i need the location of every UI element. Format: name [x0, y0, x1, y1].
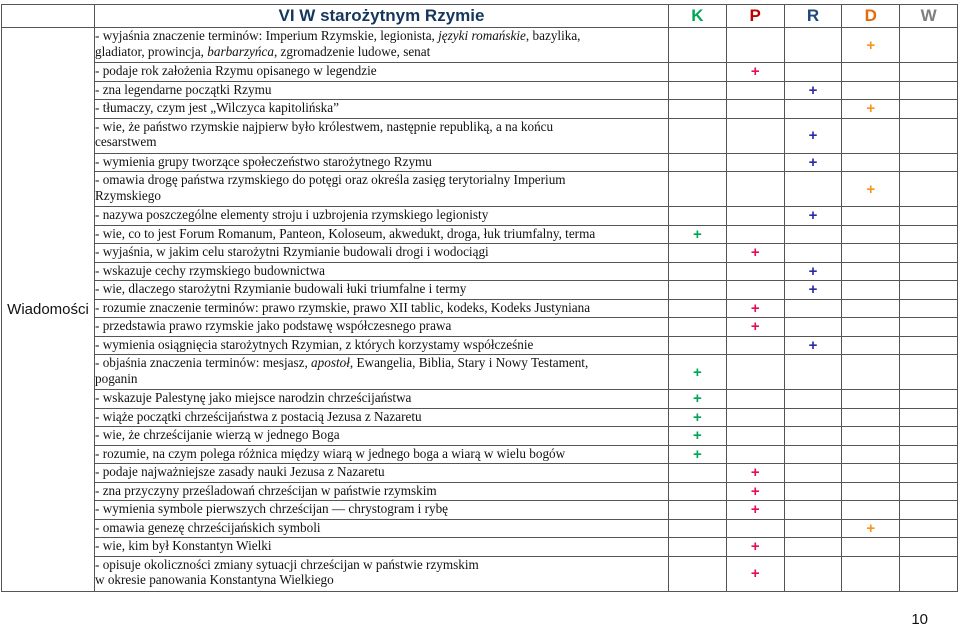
requirement-text: [95, 118, 669, 153]
requirement-line: - wyjaśnia, w jakim celu starożytni Rzymianie budowali drogi i wodociągi: [95, 244, 489, 259]
table-row: [2, 225, 958, 244]
requirement-text: [95, 225, 669, 244]
requirement-line: - wiąże początki chrześcijaństwa z postacią Jezusa z Nazaretu: [95, 408, 422, 424]
header-empty-cell: [2, 5, 95, 28]
level-cell-d: [842, 445, 900, 464]
level-cell-w: [900, 482, 958, 501]
level-cell-p: [726, 318, 784, 337]
level-cell-p: [726, 519, 784, 538]
level-cell-r: [784, 81, 842, 100]
requirement-line: - opisuje okoliczności zmiany sytuacji chrześcijan w państwie rzymskim: [95, 556, 479, 572]
level-cell-d: [842, 100, 900, 119]
level-cell-d: [842, 207, 900, 226]
plus-mark: +: [693, 363, 702, 381]
plus-mark: +: [866, 519, 876, 537]
level-cell-d: [842, 355, 900, 390]
requirement-line: poganin: [95, 370, 138, 386]
table-row: [2, 519, 958, 538]
level-header-r: R: [784, 5, 842, 28]
requirement-line: - omawia genezę chrześcijańskich symboli: [95, 519, 321, 535]
table-row: [2, 408, 958, 427]
level-cell-w: [900, 28, 958, 63]
level-cell-r: [784, 445, 842, 464]
requirement-line: - wymienia osiągnięcia starożytnych Rzymian, z których korzystamy współcześnie: [95, 336, 534, 352]
level-cell-r: [784, 225, 842, 244]
level-cell-p: [726, 207, 784, 226]
plus-mark: +: [808, 336, 818, 354]
table-row: [2, 118, 958, 153]
level-cell-p: [726, 244, 784, 263]
level-cell-d: [842, 427, 900, 446]
level-cell-p: [726, 63, 784, 82]
level-cell-w: [900, 207, 958, 226]
requirement-line: - wie, dlaczego starożytni Rzymianie budowali łuki triumfalne i termy: [95, 281, 467, 296]
requirement-text: [95, 482, 669, 501]
level-cell-d: [842, 81, 900, 100]
level-header-p: P: [726, 5, 784, 28]
level-cell-k: [669, 153, 727, 172]
requirement-text: [95, 318, 669, 337]
requirement-text: [95, 172, 669, 207]
level-header-k: K: [669, 5, 727, 28]
requirement-line: - wie, co to jest Forum Romanum, Panteon, Koloseum, akwedukt, droga, łuk triumfalny, terma: [95, 225, 596, 241]
level-cell-k: [669, 445, 727, 464]
requirement-text: [95, 63, 669, 82]
level-cell-d: [842, 299, 900, 318]
level-cell-k: [669, 408, 727, 427]
plus-mark: +: [808, 207, 818, 225]
requirement-line: - wskazuje Palestynę jako miejsce narodzin chrześcijaństwa: [95, 390, 412, 405]
table-row: [2, 318, 958, 337]
level-cell-w: [900, 355, 958, 390]
plus-mark: +: [866, 180, 876, 198]
plus-mark: +: [866, 36, 876, 54]
level-cell-w: [900, 244, 958, 263]
level-cell-d: [842, 225, 900, 244]
level-cell-r: [784, 28, 842, 63]
level-cell-d: [842, 538, 900, 557]
requirement-text: [95, 336, 669, 355]
page-number: 10: [911, 611, 928, 628]
level-cell-k: [669, 501, 727, 520]
level-cell-r: [784, 464, 842, 483]
table-row: [2, 336, 958, 355]
requirement-text: [95, 28, 669, 63]
requirement-text: [95, 445, 669, 464]
requirement-text: [95, 501, 669, 520]
plus-mark: +: [750, 63, 760, 81]
level-cell-w: [900, 63, 958, 82]
level-cell-r: [784, 519, 842, 538]
requirement-text: [95, 519, 669, 538]
level-cell-r: [784, 281, 842, 300]
level-cell-k: [669, 464, 727, 483]
level-cell-w: [900, 262, 958, 281]
requirement-text: [95, 281, 669, 300]
level-cell-d: [842, 408, 900, 427]
plus-mark: +: [693, 427, 702, 445]
requirement-line: - przedstawia prawo rzymskie jako podstawę współczesnego prawa: [95, 318, 452, 333]
plus-mark: +: [693, 445, 702, 463]
requirement-text: [95, 244, 669, 263]
level-cell-d: [842, 390, 900, 409]
level-cell-p: [726, 390, 784, 409]
level-cell-p: [726, 225, 784, 244]
level-cell-r: [784, 318, 842, 337]
table-row: [2, 262, 958, 281]
level-cell-k: [669, 390, 727, 409]
requirement-text: [95, 207, 669, 226]
level-cell-w: [900, 538, 958, 557]
level-cell-p: [726, 482, 784, 501]
table-row: [2, 464, 958, 483]
level-cell-p: [726, 355, 784, 390]
plus-mark: +: [808, 127, 818, 144]
level-cell-p: [726, 336, 784, 355]
table-row: [2, 81, 958, 100]
requirement-line: cesarstwem: [95, 134, 157, 149]
level-cell-k: [669, 482, 727, 501]
section-title: VI W starożytnym Rzymie: [95, 5, 669, 28]
level-cell-w: [900, 408, 958, 427]
level-cell-k: [669, 538, 727, 557]
level-cell-r: [784, 207, 842, 226]
level-cell-p: [726, 172, 784, 207]
level-cell-k: [669, 28, 727, 63]
requirement-text: [95, 262, 669, 281]
level-cell-k: [669, 299, 727, 318]
header-row: [2, 5, 958, 28]
level-cell-w: [900, 299, 958, 318]
table-row: [2, 207, 958, 226]
level-cell-k: [669, 81, 727, 100]
level-cell-d: [842, 318, 900, 337]
level-cell-d: [842, 118, 900, 153]
level-cell-r: [784, 355, 842, 390]
level-cell-r: [784, 427, 842, 446]
level-header-d: D: [842, 5, 900, 28]
requirement-line: - tłumaczy, czym jest „Wilczyca kapitolińska”: [95, 100, 339, 115]
level-cell-k: [669, 225, 727, 244]
plus-mark: +: [750, 464, 760, 482]
level-cell-p: [726, 501, 784, 520]
level-cell-k: [669, 244, 727, 263]
level-cell-k: [669, 355, 727, 390]
level-cell-d: [842, 556, 900, 591]
requirement-line: - wymienia grupy tworzące społeczeństwo starożytnego Rzymu: [95, 153, 432, 169]
requirement-line: - wie, że państwo rzymskie najpierw było królestwem, następnie republiką, a na końcu: [95, 118, 554, 134]
level-cell-p: [726, 281, 784, 300]
plus-mark: +: [693, 408, 702, 426]
requirement-text: [95, 464, 669, 483]
level-cell-d: [842, 482, 900, 501]
requirement-line: - nazywa poszczególne elementy stroju i uzbrojenia rzymskiego legionisty: [95, 207, 489, 222]
level-cell-d: [842, 153, 900, 172]
table-row: [2, 63, 958, 82]
requirement-line: - podaje rok założenia Rzymu opisanego w legendzie: [95, 63, 377, 78]
plus-mark: +: [750, 501, 760, 519]
level-cell-w: [900, 81, 958, 100]
requirements-table: [1, 4, 958, 592]
level-cell-k: [669, 207, 727, 226]
level-cell-w: [900, 318, 958, 337]
level-cell-k: [669, 63, 727, 82]
plus-mark: +: [750, 482, 760, 500]
requirement-line: - wskazuje cechy rzymskiego budownictwa: [95, 262, 325, 278]
level-cell-p: [726, 262, 784, 281]
requirement-line: - wyjaśnia znaczenie terminów: Imperium Rzymskie, legionista, języki romańskie, bazylika,: [95, 28, 581, 43]
level-cell-k: [669, 262, 727, 281]
level-cell-p: [726, 427, 784, 446]
level-cell-r: [784, 63, 842, 82]
table-row: [2, 281, 958, 300]
level-cell-r: [784, 100, 842, 119]
level-cell-w: [900, 225, 958, 244]
table-row: [2, 556, 958, 591]
plus-mark: +: [750, 299, 760, 317]
level-cell-d: [842, 244, 900, 263]
level-cell-w: [900, 118, 958, 153]
level-cell-d: [842, 262, 900, 281]
level-cell-d: [842, 464, 900, 483]
level-cell-r: [784, 556, 842, 591]
level-cell-k: [669, 172, 727, 207]
requirement-text: [95, 556, 669, 591]
requirement-text: [95, 153, 669, 172]
level-cell-r: [784, 390, 842, 409]
requirement-line: - wie, kim był Konstantyn Wielki: [95, 538, 272, 553]
plus-mark: +: [866, 100, 876, 118]
level-cell-w: [900, 556, 958, 591]
table-row: [2, 390, 958, 409]
level-cell-p: [726, 556, 784, 591]
level-cell-r: [784, 172, 842, 207]
level-cell-k: [669, 556, 727, 591]
table-row: [2, 244, 958, 263]
table-row: [2, 299, 958, 318]
level-cell-p: [726, 408, 784, 427]
requirement-line: gladiator, prowincja, barbarzyńca, zgromadzenie ludowe, senat: [95, 43, 431, 59]
level-cell-w: [900, 427, 958, 446]
requirement-line: Rzymskiego: [95, 187, 161, 203]
level-cell-w: [900, 153, 958, 172]
level-cell-w: [900, 445, 958, 464]
level-cell-p: [726, 464, 784, 483]
level-cell-r: [784, 336, 842, 355]
requirement-text: [95, 390, 669, 409]
level-cell-w: [900, 281, 958, 300]
requirement-text: [95, 408, 669, 427]
level-cell-r: [784, 538, 842, 557]
level-cell-p: [726, 445, 784, 464]
level-cell-p: [726, 153, 784, 172]
level-cell-r: [784, 262, 842, 281]
level-cell-d: [842, 63, 900, 82]
level-cell-w: [900, 336, 958, 355]
level-cell-k: [669, 519, 727, 538]
level-cell-w: [900, 100, 958, 119]
level-cell-k: [669, 336, 727, 355]
plus-mark: +: [808, 81, 818, 99]
requirement-line: - rozumie, na czym polega różnica między wiarą w jednego boga a wiarą w wielu bogów: [95, 445, 566, 461]
requirement-text: [95, 299, 669, 318]
level-cell-r: [784, 244, 842, 263]
level-cell-d: [842, 28, 900, 63]
requirement-text: [95, 538, 669, 557]
level-cell-r: [784, 501, 842, 520]
plus-mark: +: [750, 538, 760, 556]
requirement-line: - zna legendarne początki Rzymu: [95, 81, 272, 97]
plus-mark: +: [693, 225, 702, 243]
level-cell-d: [842, 519, 900, 538]
table-row: [2, 100, 958, 119]
table-row: [2, 28, 958, 63]
level-cell-r: [784, 408, 842, 427]
level-cell-w: [900, 464, 958, 483]
requirement-line: - podaje najważniejsze zasady nauki Jezusa z Nazaretu: [95, 464, 385, 479]
level-cell-d: [842, 172, 900, 207]
requirement-line: - omawia drogę państwa rzymskiego do potęgi oraz określa zasięg terytorialny Imperium: [95, 172, 566, 187]
table-row: [2, 445, 958, 464]
requirement-text: [95, 355, 669, 390]
plus-mark: +: [750, 565, 760, 582]
requirement-text: [95, 100, 669, 119]
table-row: [2, 153, 958, 172]
level-cell-p: [726, 538, 784, 557]
requirement-line: - objaśnia znaczenia terminów: mesjasz, apostoł, Ewangelia, Biblia, Stary i Nowy Testament,: [95, 355, 589, 370]
level-cell-p: [726, 118, 784, 153]
level-cell-w: [900, 390, 958, 409]
level-cell-d: [842, 336, 900, 355]
requirement-line: - zna przyczyny prześladowań chrześcijan w państwie rzymskim: [95, 482, 437, 498]
level-cell-p: [726, 299, 784, 318]
requirement-line: w okresie panowania Konstantyna Wielkiego: [95, 572, 334, 587]
level-cell-p: [726, 100, 784, 119]
level-cell-p: [726, 28, 784, 63]
requirement-text: [95, 427, 669, 446]
level-cell-r: [784, 153, 842, 172]
requirement-line: - rozumie znaczenie terminów: prawo rzymskie, prawo XII tablic, kodeks, Kodeks Justyniana: [95, 299, 591, 315]
table-row: [2, 427, 958, 446]
plus-mark: +: [808, 281, 818, 299]
level-cell-r: [784, 482, 842, 501]
table-row: [2, 538, 958, 557]
table-row: [2, 355, 958, 390]
plus-mark: +: [750, 318, 760, 336]
level-cell-r: [784, 118, 842, 153]
requirement-line: - wymienia symbole pierwszych chrześcijan — chrystogram i rybę: [95, 501, 449, 516]
level-cell-w: [900, 519, 958, 538]
level-cell-k: [669, 118, 727, 153]
plus-mark: +: [808, 153, 818, 171]
table-row: [2, 482, 958, 501]
table-row: [2, 501, 958, 520]
level-cell-w: [900, 501, 958, 520]
plus-mark: +: [808, 262, 818, 280]
level-cell-k: [669, 318, 727, 337]
level-cell-d: [842, 501, 900, 520]
level-header-w: W: [900, 5, 958, 28]
plus-mark: +: [750, 244, 760, 262]
requirement-line: - wie, że chrześcijanie wierzą w jednego Boga: [95, 427, 340, 442]
level-cell-r: [784, 299, 842, 318]
level-cell-d: [842, 281, 900, 300]
level-cell-p: [726, 81, 784, 100]
table-row: [2, 172, 958, 207]
level-cell-k: [669, 281, 727, 300]
requirement-text: [95, 81, 669, 100]
level-cell-w: [900, 172, 958, 207]
level-cell-k: [669, 427, 727, 446]
category-label: Wiadomości: [2, 28, 95, 592]
plus-mark: +: [693, 390, 702, 408]
level-cell-k: [669, 100, 727, 119]
